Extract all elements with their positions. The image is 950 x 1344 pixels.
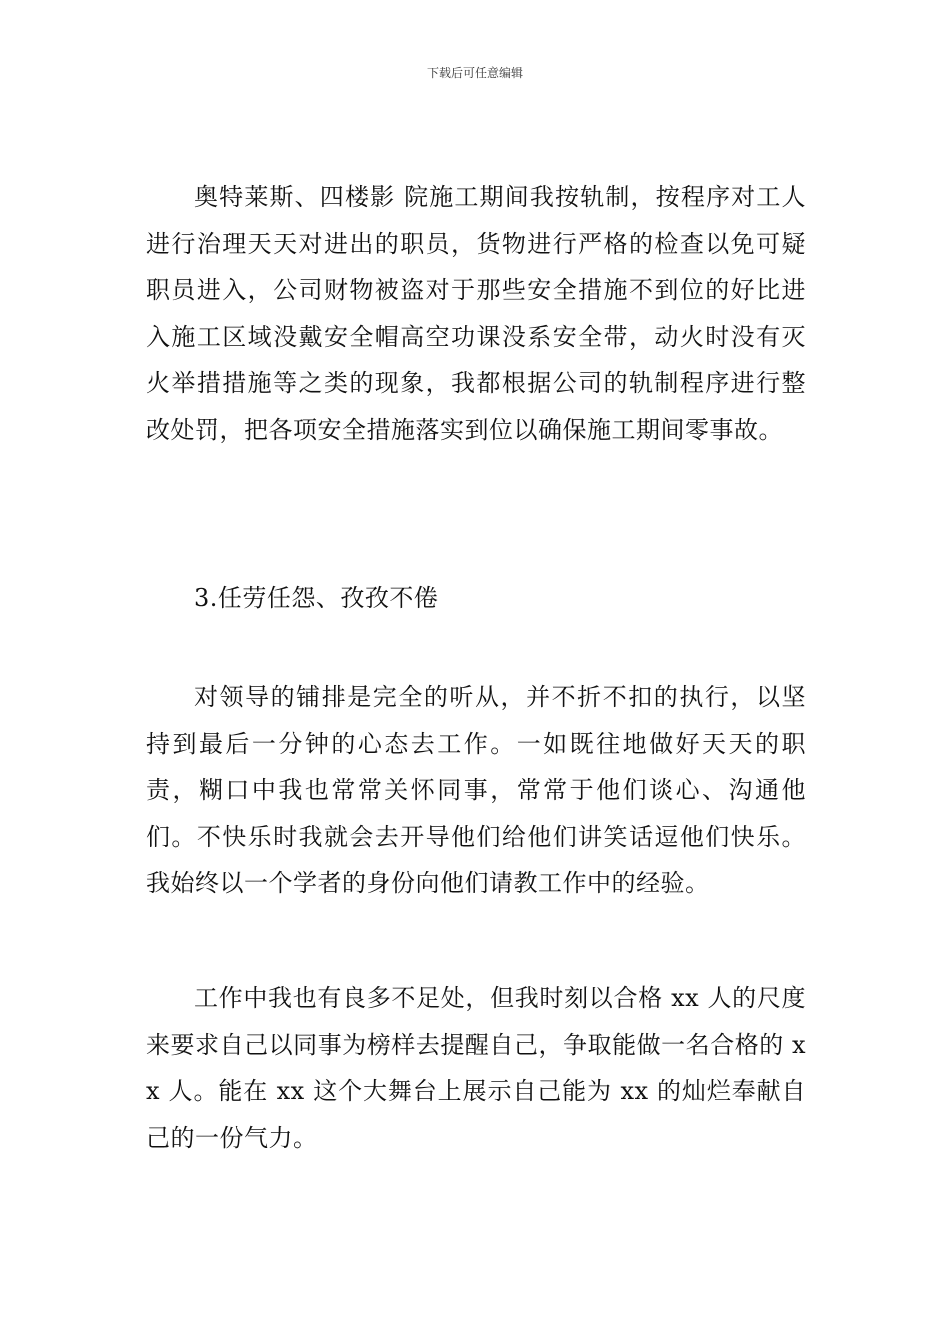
paragraph-work-attitude: 对领导的铺排是完全的听从，并不折不扣的执行，以坚持到最后一分钟的心态去工作。一如既往地做好天天的职责，糊口中我也常常关怀同事，常常于他们谈心、沟通他们。不快乐时我就会去开导他们给他们讲笑话逗他们快乐。我始终以一个学者的身份向他们请教工作中的经验。 bbox=[146, 683, 806, 897]
page-header-note: 下载后可任意编辑 bbox=[426, 66, 523, 80]
section-heading: 3.任劳任怨、孜孜不倦 bbox=[194, 584, 439, 612]
paragraph-safety-management: 奥特莱斯、四楼影 院施工期间我按轨制，按程序对工人进行治理天天对进出的职员，货物进行严格的检查以免可疑职员进入，公司财物被盗对于那些安全措施不到位的好比进入施工区域没戴安全帽高空功课没系安全带，动火时没有灭火举措措施等之类的现象，我都根据公司的轨制程序进行整改处罚，把各项安全措施落实到位以确保施工期间零事故。 bbox=[146, 183, 806, 444]
paragraph-self-assessment: 工作中我也有良多不足处，但我时刻以合格 xx 人的尺度来要求自己以同事为榜样去提醒自己，争取能做一名合格的 xx 人。能在 xx 这个大舞台上展示自己能为 xx 的灿烂奉献自己的一份气力。 bbox=[146, 984, 806, 1152]
